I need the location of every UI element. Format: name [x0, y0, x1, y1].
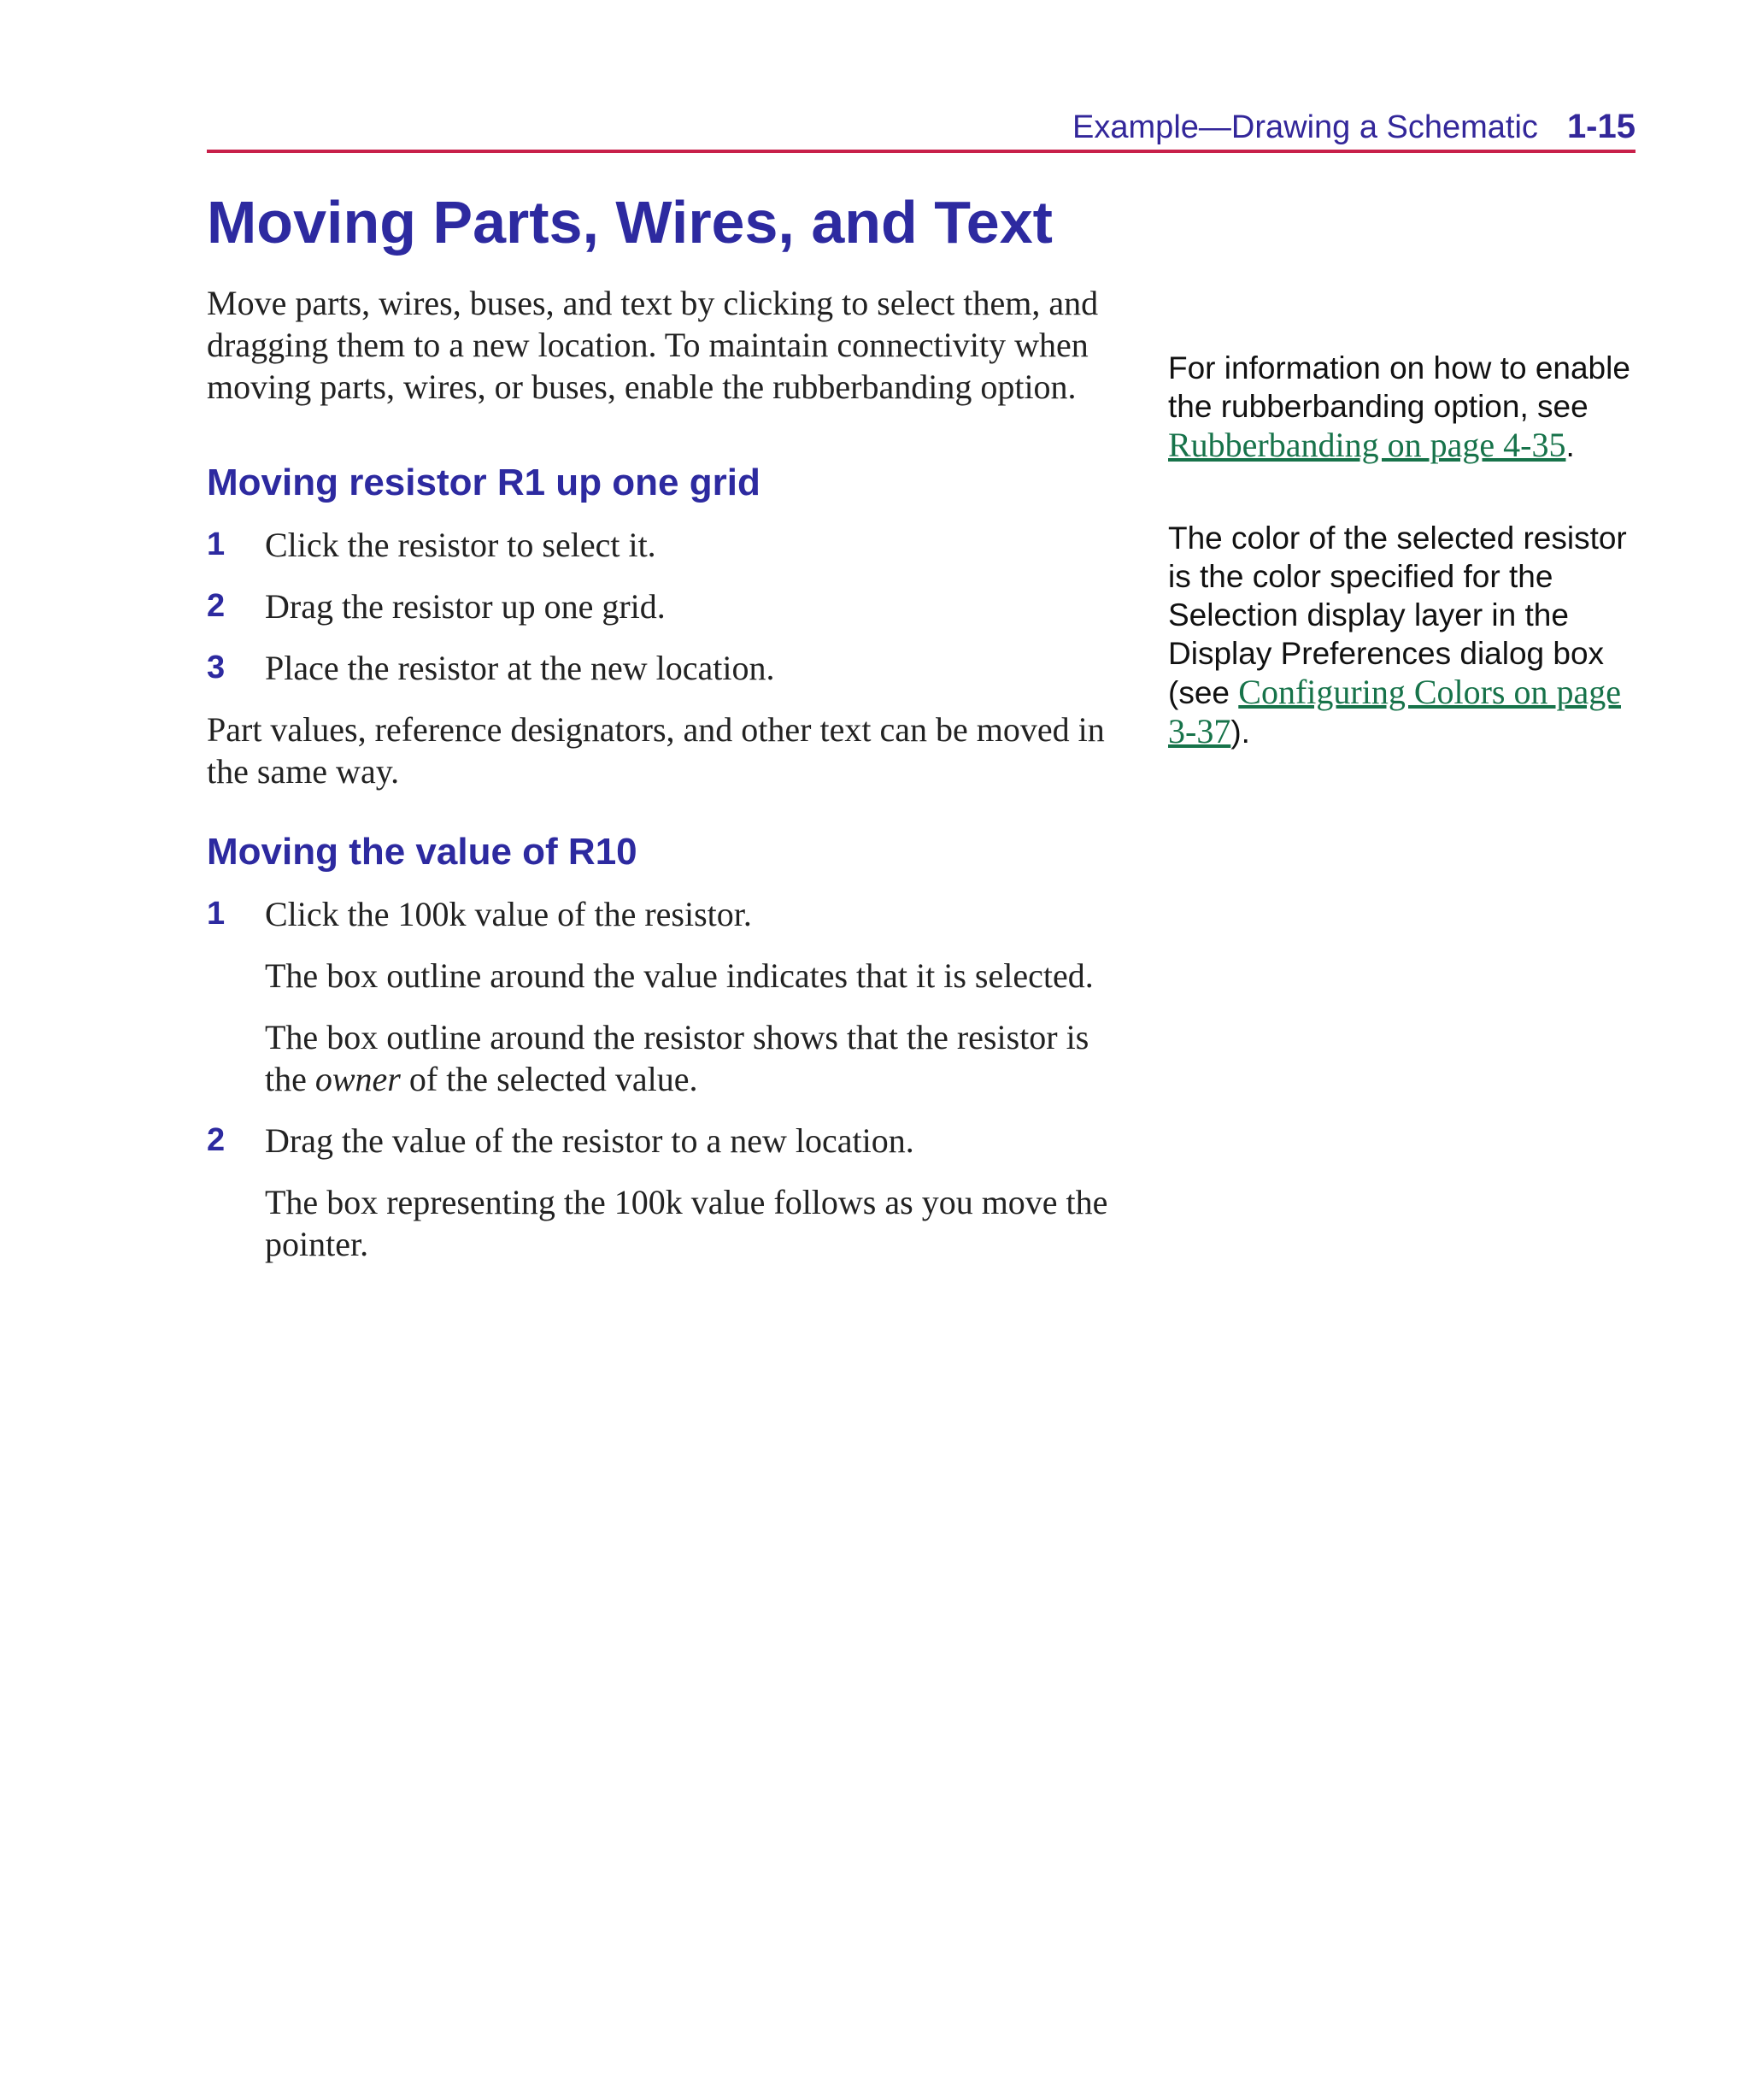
step-number: 2 [207, 1122, 226, 1158]
header-section-title: Example—Drawing a Schematic [1072, 109, 1538, 145]
step-item [207, 1120, 1121, 1162]
section1-after-paragraph: Part values, reference designators, and other text can be moved in the same way. [207, 710, 1105, 791]
sidenote-text: ). [1230, 715, 1250, 750]
step-text: Drag the resistor up one grid. [265, 587, 666, 626]
header-rule [207, 150, 1635, 153]
step-item [207, 647, 1121, 689]
step-item [207, 524, 1121, 566]
page-title: Moving Parts, Wires, and Text [207, 189, 1053, 256]
xref-link-rubberbanding[interactable]: Rubberbanding on page 4-35 [1168, 426, 1566, 464]
step-number: 1 [207, 526, 226, 562]
running-header [207, 101, 1635, 152]
steps-list-r10 [207, 893, 1121, 935]
step-note [207, 1016, 1121, 1100]
step-text: Place the resistor at the new location. [265, 649, 775, 687]
intro-paragraph: Move parts, wires, buses, and text by clicking to select them, and dragging them to a new location. To maintain connectivity when moving parts, wires, or buses, enable the rubberbanding option. [207, 284, 1099, 406]
step-number: 2 [207, 588, 226, 624]
sidenote-text: . [1565, 428, 1575, 463]
step-item [207, 585, 1121, 627]
step-note: The box outline around the value indicates that it is selected. [265, 956, 1094, 995]
step-item [207, 893, 1121, 935]
header-text [1072, 108, 1635, 146]
section-heading-r1: Moving resistor R1 up one grid [207, 462, 760, 503]
main-column [207, 186, 1121, 1265]
xref-link-configuring-colors[interactable]: Configuring Colors on page 3-37 [1168, 673, 1621, 750]
sidenote-selection-color [1168, 519, 1647, 751]
steps-list-r1 [207, 524, 1121, 689]
sidenote-text: For information on how to enable the rubberbanding option, see [1168, 350, 1630, 424]
section-heading-r10: Moving the value of R10 [207, 831, 637, 873]
step-number: 3 [207, 650, 226, 685]
header-page-number: 1-15 [1566, 108, 1635, 145]
sidenote-rubberbanding [1168, 349, 1647, 465]
step-note: The box representing the 100k value follows as you move the pointer. [265, 1183, 1108, 1263]
step-note-text: of the selected value. [400, 1060, 698, 1098]
steps-list-r10-continued [207, 1120, 1121, 1162]
step-text: Drag the value of the resistor to a new location. [265, 1121, 914, 1160]
sidenote-text: The color of the selected resistor is the color specified for the Selection display layer in the Display Preferences dialog box (see [1168, 521, 1627, 710]
step-note-text: The box outline around the resistor shows that the resistor is the [265, 1018, 1089, 1098]
step-number: 1 [207, 896, 226, 932]
step-text: Click the 100k value of the resistor. [265, 895, 752, 933]
step-text: Click the resistor to select it. [265, 526, 656, 564]
emphasis-owner: owner [314, 1060, 401, 1098]
